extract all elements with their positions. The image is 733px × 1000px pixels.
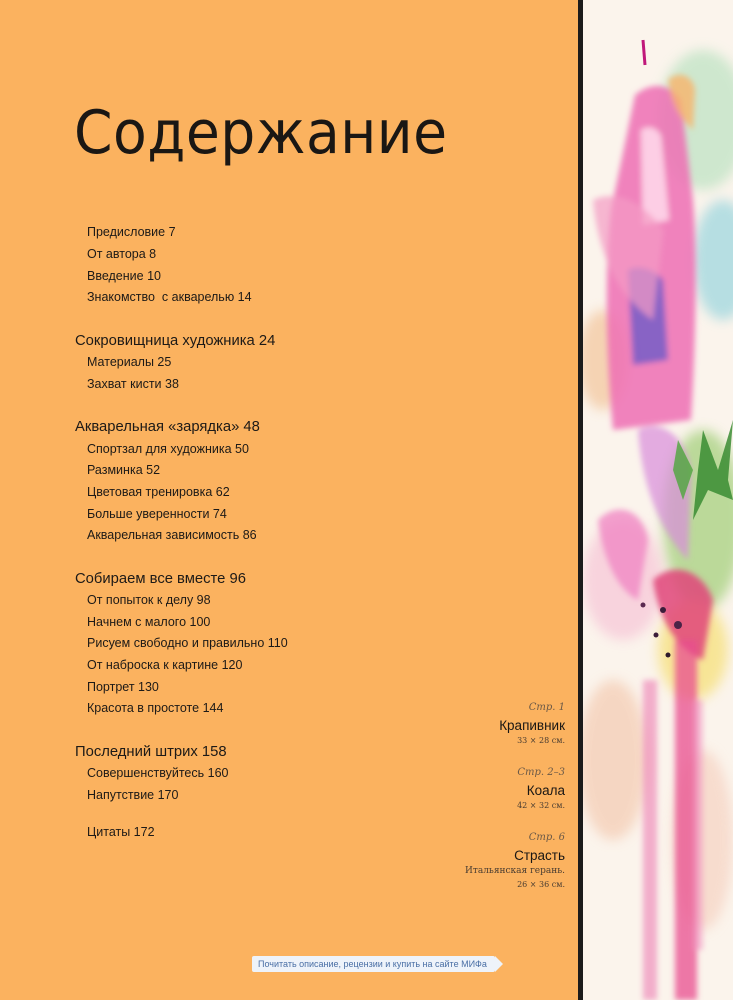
page-title: Содержание	[74, 98, 448, 168]
watercolor-illustration	[583, 0, 733, 1000]
toc-item: От попыток к делу 98	[87, 593, 211, 607]
caption-page: Стр. 1	[528, 702, 565, 713]
toc-item: Введение 10	[87, 269, 161, 283]
toc-item: От наброска к картине 120	[87, 658, 243, 672]
caption-dimensions: 33 × 28 см.	[517, 736, 565, 745]
toc-section-title: Собираем все вместе 96	[75, 571, 246, 587]
toc-item: Совершенствуйтесь 160	[87, 766, 229, 780]
toc-item: Напутствие 170	[87, 788, 179, 802]
toc-item: Рисуем свободно и правильно 110	[87, 636, 288, 650]
toc-item: Предисловие 7	[87, 225, 176, 239]
toc-section-title: Последний штрих 158	[75, 744, 227, 760]
toc-item: Знакомство с акварелью 14	[87, 290, 252, 304]
toc-item: Материалы 25	[87, 355, 172, 369]
caption-page: Стр. 6	[528, 832, 565, 843]
toc-item: Портрет 130	[87, 680, 159, 694]
caption-description: Итальянская герань.	[465, 866, 565, 876]
caption-page: Стр. 2–3	[517, 767, 565, 778]
caption-title: Крапивник	[499, 718, 565, 733]
toc-item: Разминка 52	[87, 463, 161, 477]
toc-item: От автора 8	[87, 247, 157, 261]
toc-item: Начнем с малого 100	[87, 615, 211, 629]
toc-section-title: Сокровищница художника 24	[75, 333, 276, 349]
caption-title: Страсть	[514, 848, 565, 863]
buy-link[interactable]: Почитать описание, рецензии и купить на сайте МИФа	[252, 956, 495, 972]
toc-item: Захват кисти 38	[87, 377, 179, 391]
toc-item: Акварельная зависимость 86	[87, 528, 257, 542]
toc-section-title: Акварельная «зарядка» 48	[75, 419, 260, 435]
caption-title: Коала	[526, 783, 565, 798]
toc-item: Цветовая тренировка 62	[87, 485, 230, 499]
toc-item: Цитаты 172	[87, 825, 155, 839]
caption-dimensions: 42 × 32 см.	[517, 801, 565, 810]
toc-item: Красота в простоте 144	[87, 701, 224, 715]
toc-item: Больше уверенности 74	[87, 507, 227, 521]
caption-dimensions: 26 × 36 см.	[517, 880, 565, 889]
toc-item: Спортзал для художника 50	[87, 442, 249, 456]
